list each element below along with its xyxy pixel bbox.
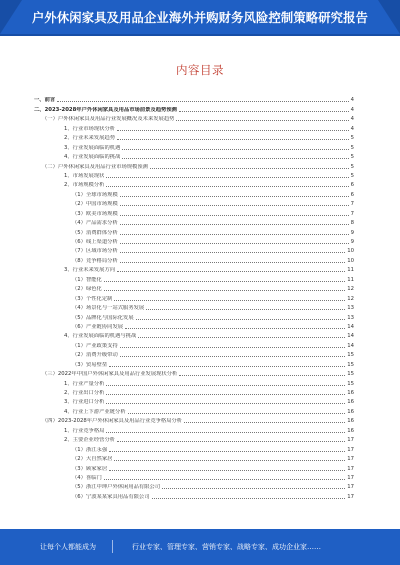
toc-entry-page: 16	[347, 408, 354, 415]
toc-leader-dots	[179, 374, 345, 376]
toc-leader-dots	[114, 459, 345, 461]
toc-leader-dots	[106, 176, 348, 178]
toc-entry-page: 17	[347, 484, 354, 491]
toc-entry-page: 17	[347, 465, 354, 472]
toc-entry-label: （8）竞争格局分析	[72, 257, 118, 264]
toc-leader-dots	[138, 336, 345, 338]
toc-entry[interactable]	[34, 462, 354, 471]
toc-entry[interactable]	[34, 122, 354, 131]
toc-entry[interactable]	[34, 264, 354, 273]
toc-entry-label: （2）绿色化	[72, 286, 102, 293]
toc-entry[interactable]	[34, 151, 354, 160]
toc-entry-page: 11	[347, 267, 354, 274]
toc-leader-dots	[120, 233, 349, 235]
toc-entry-label: （6）产业链协同发展	[72, 323, 124, 330]
toc-entry[interactable]	[34, 443, 354, 452]
toc-leader-dots	[109, 450, 345, 452]
toc-entry-page: 4	[350, 97, 354, 104]
toc-entry-label: 2、行业出口分析	[64, 390, 105, 396]
toc-entry[interactable]	[34, 377, 354, 386]
toc-entry[interactable]	[34, 160, 354, 169]
table-of-contents	[34, 94, 354, 500]
report-title: 户外休闲家具及用品企业海外并购财务风险控制策略研究报告	[31, 11, 369, 25]
toc-leader-dots	[162, 487, 345, 489]
toc-leader-dots	[106, 185, 348, 187]
toc-entry[interactable]	[34, 283, 354, 292]
toc-leader-dots	[104, 289, 345, 291]
toc-entry-label: （7）区域市场分析	[72, 248, 118, 255]
toc-entry-label: （3）欧美市场规模	[72, 210, 118, 217]
toc-entry[interactable]	[34, 226, 354, 235]
toc-entry-page: 10	[347, 248, 354, 255]
toc-entry[interactable]	[34, 311, 354, 320]
toc-entry-page: 15	[347, 352, 354, 359]
toc-entry-page: 4	[350, 125, 354, 132]
toc-entry-page: 14	[347, 342, 354, 349]
footer-slogan-left: 让每个人都能成为	[40, 543, 96, 551]
toc-entry-label: 1、行业市场现状分析	[64, 125, 116, 132]
toc-leader-dots	[120, 195, 349, 197]
toc-entry-page: 10	[347, 257, 354, 264]
toc-leader-dots	[120, 214, 349, 216]
toc-entry[interactable]	[34, 481, 354, 490]
toc-leader-dots	[120, 204, 349, 206]
footer-slogan-right: 行业专家、管理专家、营销专家、战略专家、成功企业家……	[132, 543, 321, 551]
toc-entry-page: 16	[347, 427, 354, 434]
toc-entry-label: 二、2023-2028年户外休闲家具及用品市场前景及趋势预测	[34, 106, 177, 113]
toc-entry[interactable]	[34, 424, 354, 433]
toc-entry-label: （4）产品需求分析	[72, 220, 118, 227]
toc-entry-label: （1）产业政策支持	[72, 342, 118, 349]
toc-entry-page: 5	[350, 154, 354, 161]
toc-entry-page: 4	[350, 106, 354, 113]
toc-entry-label: （5）浙江中坤户外休闲用品有限公司	[72, 484, 161, 491]
toc-entry[interactable]	[34, 349, 354, 358]
toc-entry-label: （二）户外休闲家具及用品行业市场规模预测	[42, 163, 148, 170]
toc-entry-page: 13	[347, 305, 354, 312]
toc-entry-label: （4）喜临门	[72, 474, 102, 481]
toc-entry-page: 5	[350, 144, 354, 151]
toc-entry-page: 16	[347, 418, 354, 425]
toc-entry-label: 1、行业产量分析	[64, 380, 105, 387]
toc-entry-page: 5	[350, 135, 354, 142]
toc-leader-dots	[106, 384, 345, 386]
toc-leader-dots	[120, 346, 346, 348]
toc-entry-page: 5	[350, 163, 354, 170]
toc-entry-label: （2）中国市场规模	[72, 201, 118, 208]
footer-divider	[112, 540, 113, 553]
toc-entry-label: 1、市场发展现状	[64, 172, 105, 179]
toc-entry-label: 2、主要企业经营分析	[64, 437, 116, 444]
toc-leader-dots	[120, 242, 349, 244]
toc-leader-dots	[152, 497, 346, 499]
toc-entry-label: 4、行业上下游产业链分析	[64, 408, 126, 415]
toc-leader-dots	[109, 365, 345, 367]
toc-entry-label: （6）宁波某某家具用品有限公司	[72, 493, 150, 500]
toc-entry-page: 15	[347, 371, 354, 378]
toc-entry[interactable]	[34, 396, 354, 405]
toc-leader-dots	[136, 318, 346, 320]
toc-entry[interactable]	[34, 490, 354, 499]
toc-entry-page: 4	[350, 116, 354, 123]
toc-entry[interactable]	[34, 198, 354, 207]
toc-leader-dots	[128, 412, 346, 414]
toc-entry[interactable]	[34, 415, 354, 424]
toc-entry[interactable]	[34, 245, 354, 254]
toc-entry[interactable]	[34, 387, 354, 396]
toc-entry[interactable]	[34, 453, 354, 462]
toc-entry-page: 12	[347, 295, 354, 302]
page-footer	[0, 529, 400, 565]
toc-entry[interactable]	[34, 472, 354, 481]
toc-entry[interactable]	[34, 236, 354, 245]
toc-entry-page: 15	[347, 361, 354, 368]
page-header	[0, 0, 400, 36]
toc-leader-dots	[150, 167, 349, 169]
toc-entry[interactable]	[34, 103, 354, 112]
toc-entry-label: （四）2023-2028年户外休闲家具及用品行业竞争格局分析	[42, 418, 183, 425]
toc-entry-page: 13	[347, 314, 354, 321]
toc-leader-dots	[117, 129, 349, 131]
toc-entry-label: （1）智能化	[72, 276, 102, 283]
toc-entry-label: （5）消费群体分析	[72, 229, 118, 236]
toc-leader-dots	[179, 110, 349, 112]
toc-entry-label: 4、行业发展面临的挑战	[64, 154, 121, 161]
toc-entry-page: 7	[350, 210, 354, 217]
toc-entry[interactable]	[34, 179, 354, 188]
toc-entry[interactable]	[34, 207, 354, 216]
toc-entry-label: 2、行业未来发展趋势	[64, 135, 116, 142]
toc-leader-dots	[114, 299, 345, 301]
toc-leader-dots	[104, 280, 345, 282]
toc-entry-label: （2）大自然家居	[72, 456, 113, 463]
toc-entry-label: 4、行业发展面临的机遇与挑战	[64, 333, 137, 340]
toc-leader-dots	[184, 421, 345, 423]
toc-leader-dots	[57, 100, 348, 102]
toc-leader-dots	[122, 148, 348, 150]
toc-entry-label: （三）2022年中国户外休闲家具及用品行业发展现状分析	[42, 371, 178, 378]
toc-leader-dots	[106, 402, 345, 404]
toc-entry-label: （3）个性化定制	[72, 295, 113, 302]
toc-entry-label: （6）线上渠道分析	[72, 239, 118, 245]
toc-entry-label: 3、行业未来发展方向	[64, 267, 116, 274]
toc-entry-label: 一、前言	[34, 97, 56, 104]
toc-title: 内容目录	[176, 63, 224, 77]
toc-entry-page: 17	[347, 493, 354, 500]
toc-entry-page: 16	[347, 390, 354, 396]
toc-entry-label: （1）全球市场规模	[72, 191, 118, 198]
toc-entry-label: （一）户外休闲家具及用品行业发展概况及未来发展趋势	[42, 116, 175, 123]
toc-entry-page: 9	[350, 229, 354, 236]
toc-leader-dots	[117, 138, 349, 140]
toc-leader-dots	[106, 393, 345, 395]
toc-leader-dots	[117, 270, 345, 272]
toc-entry-label: 3、行业发展面临的机遇	[64, 144, 121, 151]
toc-entry[interactable]	[34, 94, 354, 103]
toc-leader-dots	[146, 308, 345, 310]
toc-entry-page: 7	[350, 201, 354, 208]
toc-leader-dots	[106, 431, 345, 433]
toc-leader-dots	[122, 157, 348, 159]
toc-entry[interactable]	[34, 292, 354, 301]
toc-entry-label: 2、市场规模分析	[64, 182, 105, 189]
toc-entry-label: （2）消费升级带动	[72, 352, 118, 359]
toc-entry-page: 6	[350, 182, 354, 189]
toc-leader-dots	[120, 223, 349, 225]
toc-entry[interactable]	[34, 405, 354, 414]
toc-entry-page: 5	[350, 172, 354, 179]
toc-entry-label: （3）顾家家居	[72, 465, 108, 472]
toc-entry[interactable]	[34, 132, 354, 141]
toc-entry[interactable]	[34, 273, 354, 282]
toc-entry-page: 17	[347, 474, 354, 481]
toc-entry-label: 1、行业竞争格局	[64, 427, 105, 434]
toc-entry[interactable]	[34, 358, 354, 367]
toc-entry[interactable]	[34, 141, 354, 150]
toc-entry-label: （5）品牌化与国际化发展	[72, 314, 134, 321]
toc-entry-page: 9	[350, 239, 354, 245]
toc-entry-page: 15	[347, 380, 354, 387]
toc-entry[interactable]	[34, 217, 354, 226]
toc-entry-label: （1）浙江永强	[72, 446, 108, 453]
toc-entry[interactable]	[34, 330, 354, 339]
toc-entry[interactable]	[34, 321, 354, 330]
toc-entry-page: 8	[350, 220, 354, 227]
toc-entry[interactable]	[34, 302, 354, 311]
toc-entry-page: 17	[347, 456, 354, 463]
toc-entry[interactable]	[34, 113, 354, 122]
toc-leader-dots	[120, 355, 346, 357]
toc-leader-dots	[125, 327, 345, 329]
toc-leader-dots	[120, 261, 346, 263]
toc-leader-dots	[109, 469, 345, 471]
toc-entry-page: 11	[347, 276, 354, 283]
toc-entry-page: 14	[347, 333, 354, 340]
toc-entry-label: （4）场景化与一站式服务发展	[72, 305, 145, 312]
toc-entry[interactable]	[34, 368, 354, 377]
toc-entry[interactable]	[34, 188, 354, 197]
toc-entry[interactable]	[34, 254, 354, 263]
toc-leader-dots	[120, 251, 346, 253]
toc-leader-dots	[117, 440, 345, 442]
toc-entry[interactable]	[34, 170, 354, 179]
toc-leader-dots	[176, 119, 348, 121]
toc-entry-page: 12	[347, 286, 354, 293]
toc-entry[interactable]	[34, 339, 354, 348]
toc-entry-page: 16	[347, 399, 354, 406]
toc-entry-label: （3）贸易壁垒	[72, 361, 108, 368]
toc-entry-page: 6	[350, 191, 354, 198]
toc-entry-page: 17	[347, 437, 354, 444]
toc-entry[interactable]	[34, 434, 354, 443]
toc-leader-dots	[104, 478, 345, 480]
toc-entry-page: 17	[347, 446, 354, 453]
toc-entry-page: 14	[347, 323, 354, 330]
toc-entry-label: 3、行业进口分析	[64, 399, 105, 406]
